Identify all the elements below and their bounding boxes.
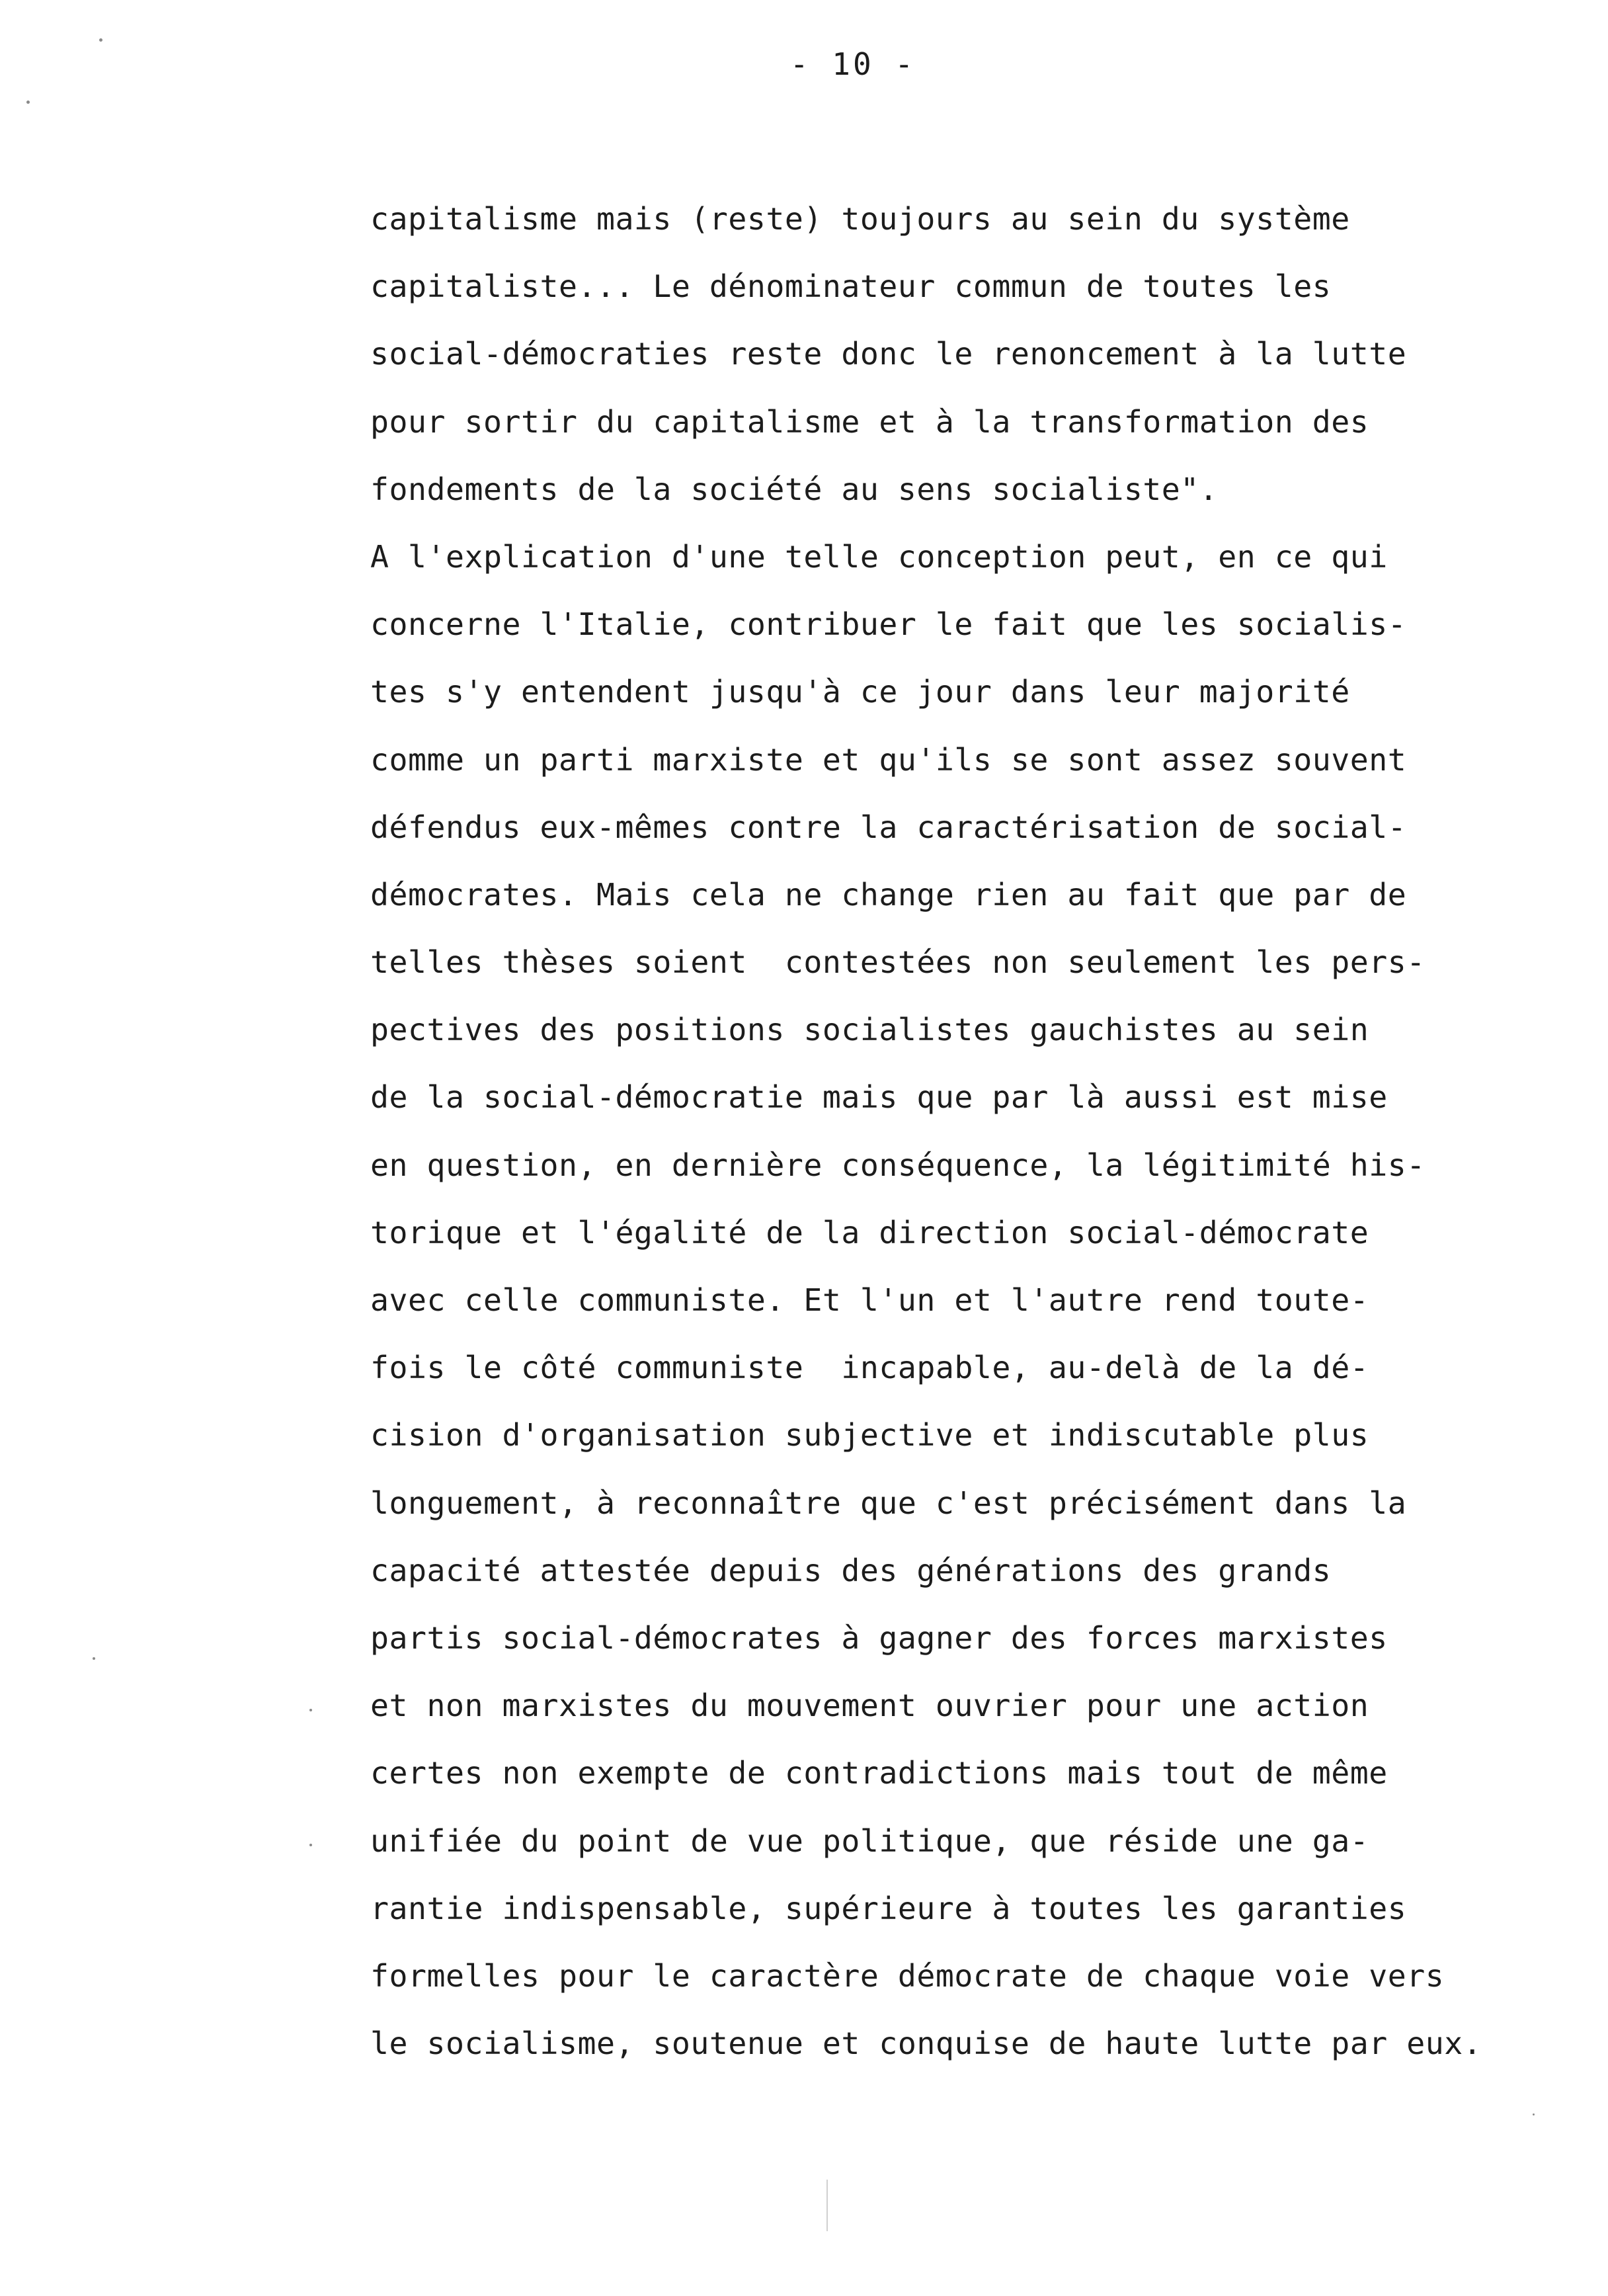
text-line: certes non exempte de contradictions mais tout de même [370,1755,1388,1791]
scan-speck [309,1844,312,1846]
text-line: telles thèses soient contestées non seulement les pers- [370,944,1426,981]
text-line: défendus eux-mêmes contre la caractérisation de social- [370,809,1407,845]
text-line: social-démocraties reste donc le renoncement à la lutte [370,336,1407,372]
scan-speck [93,1657,95,1660]
text-line: unifiée du point de vue politique, que réside une ga- [370,1823,1369,1859]
text-line: formelles pour le caractère démocrate de chaque voie vers [370,1957,1445,1994]
text-line: concerne l'Italie, contribuer le fait que les socialis- [370,606,1407,643]
text-line: capitalisme mais (reste) toujours au sein du système [370,201,1350,237]
text-line: longuement, à reconnaître que c'est précisément dans la [370,1485,1407,1521]
text-line: pectives des positions socialistes gauchistes au sein [370,1012,1369,1048]
text-line: fondements de la société au sens socialiste". [370,471,1219,507]
text-line: le socialisme, soutenue et conquise de haute lutte par eux. [370,2026,1482,2062]
text-line: partis social-démocrates à gagner des forces marxistes [370,1620,1388,1656]
text-line: tes s'y entendent jusqu'à ce jour dans leur majorité [370,674,1350,710]
scan-speck [309,1709,312,1711]
text-line: capitaliste... Le dénominateur commun de toutes les [370,268,1332,305]
text-line: rantie indispensable, supérieure à toutes les garanties [370,1890,1407,1926]
text-line: avec celle communiste. Et l'un et l'autre rend toute- [370,1282,1369,1318]
scan-speck [26,101,30,104]
text-line: cision d'organisation subjective et indiscutable plus [370,1417,1369,1454]
text-line: A l'explication d'une telle conception peut, en ce qui [370,538,1388,575]
text-line: fois le côté communiste incapable, au-delà de la dé- [370,1350,1369,1386]
scan-line [826,2180,828,2231]
text-line: capacité attestée depuis des générations des grands [370,1552,1332,1588]
text-line: pour sortir du capitalisme et à la transformation des [370,403,1369,440]
text-line: et non marxistes du mouvement ouvrier pour une action [370,1688,1369,1724]
body-text [370,185,1560,2077]
text-line: comme un parti marxiste et qu'ils se sont assez souvent [370,741,1407,778]
text-line: torique et l'égalité de la direction social-démocrate [370,1214,1369,1250]
text-line: de la social-démocratie mais que par là aussi est mise [370,1079,1388,1116]
text-line: en question, en dernière conséquence, la légitimité his- [370,1147,1426,1183]
page-number: - 10 - [789,46,916,82]
scan-speck [1533,2113,1535,2115]
scan-speck [99,38,102,42]
text-line: démocrates. Mais cela ne change rien au fait que par de [370,876,1407,913]
